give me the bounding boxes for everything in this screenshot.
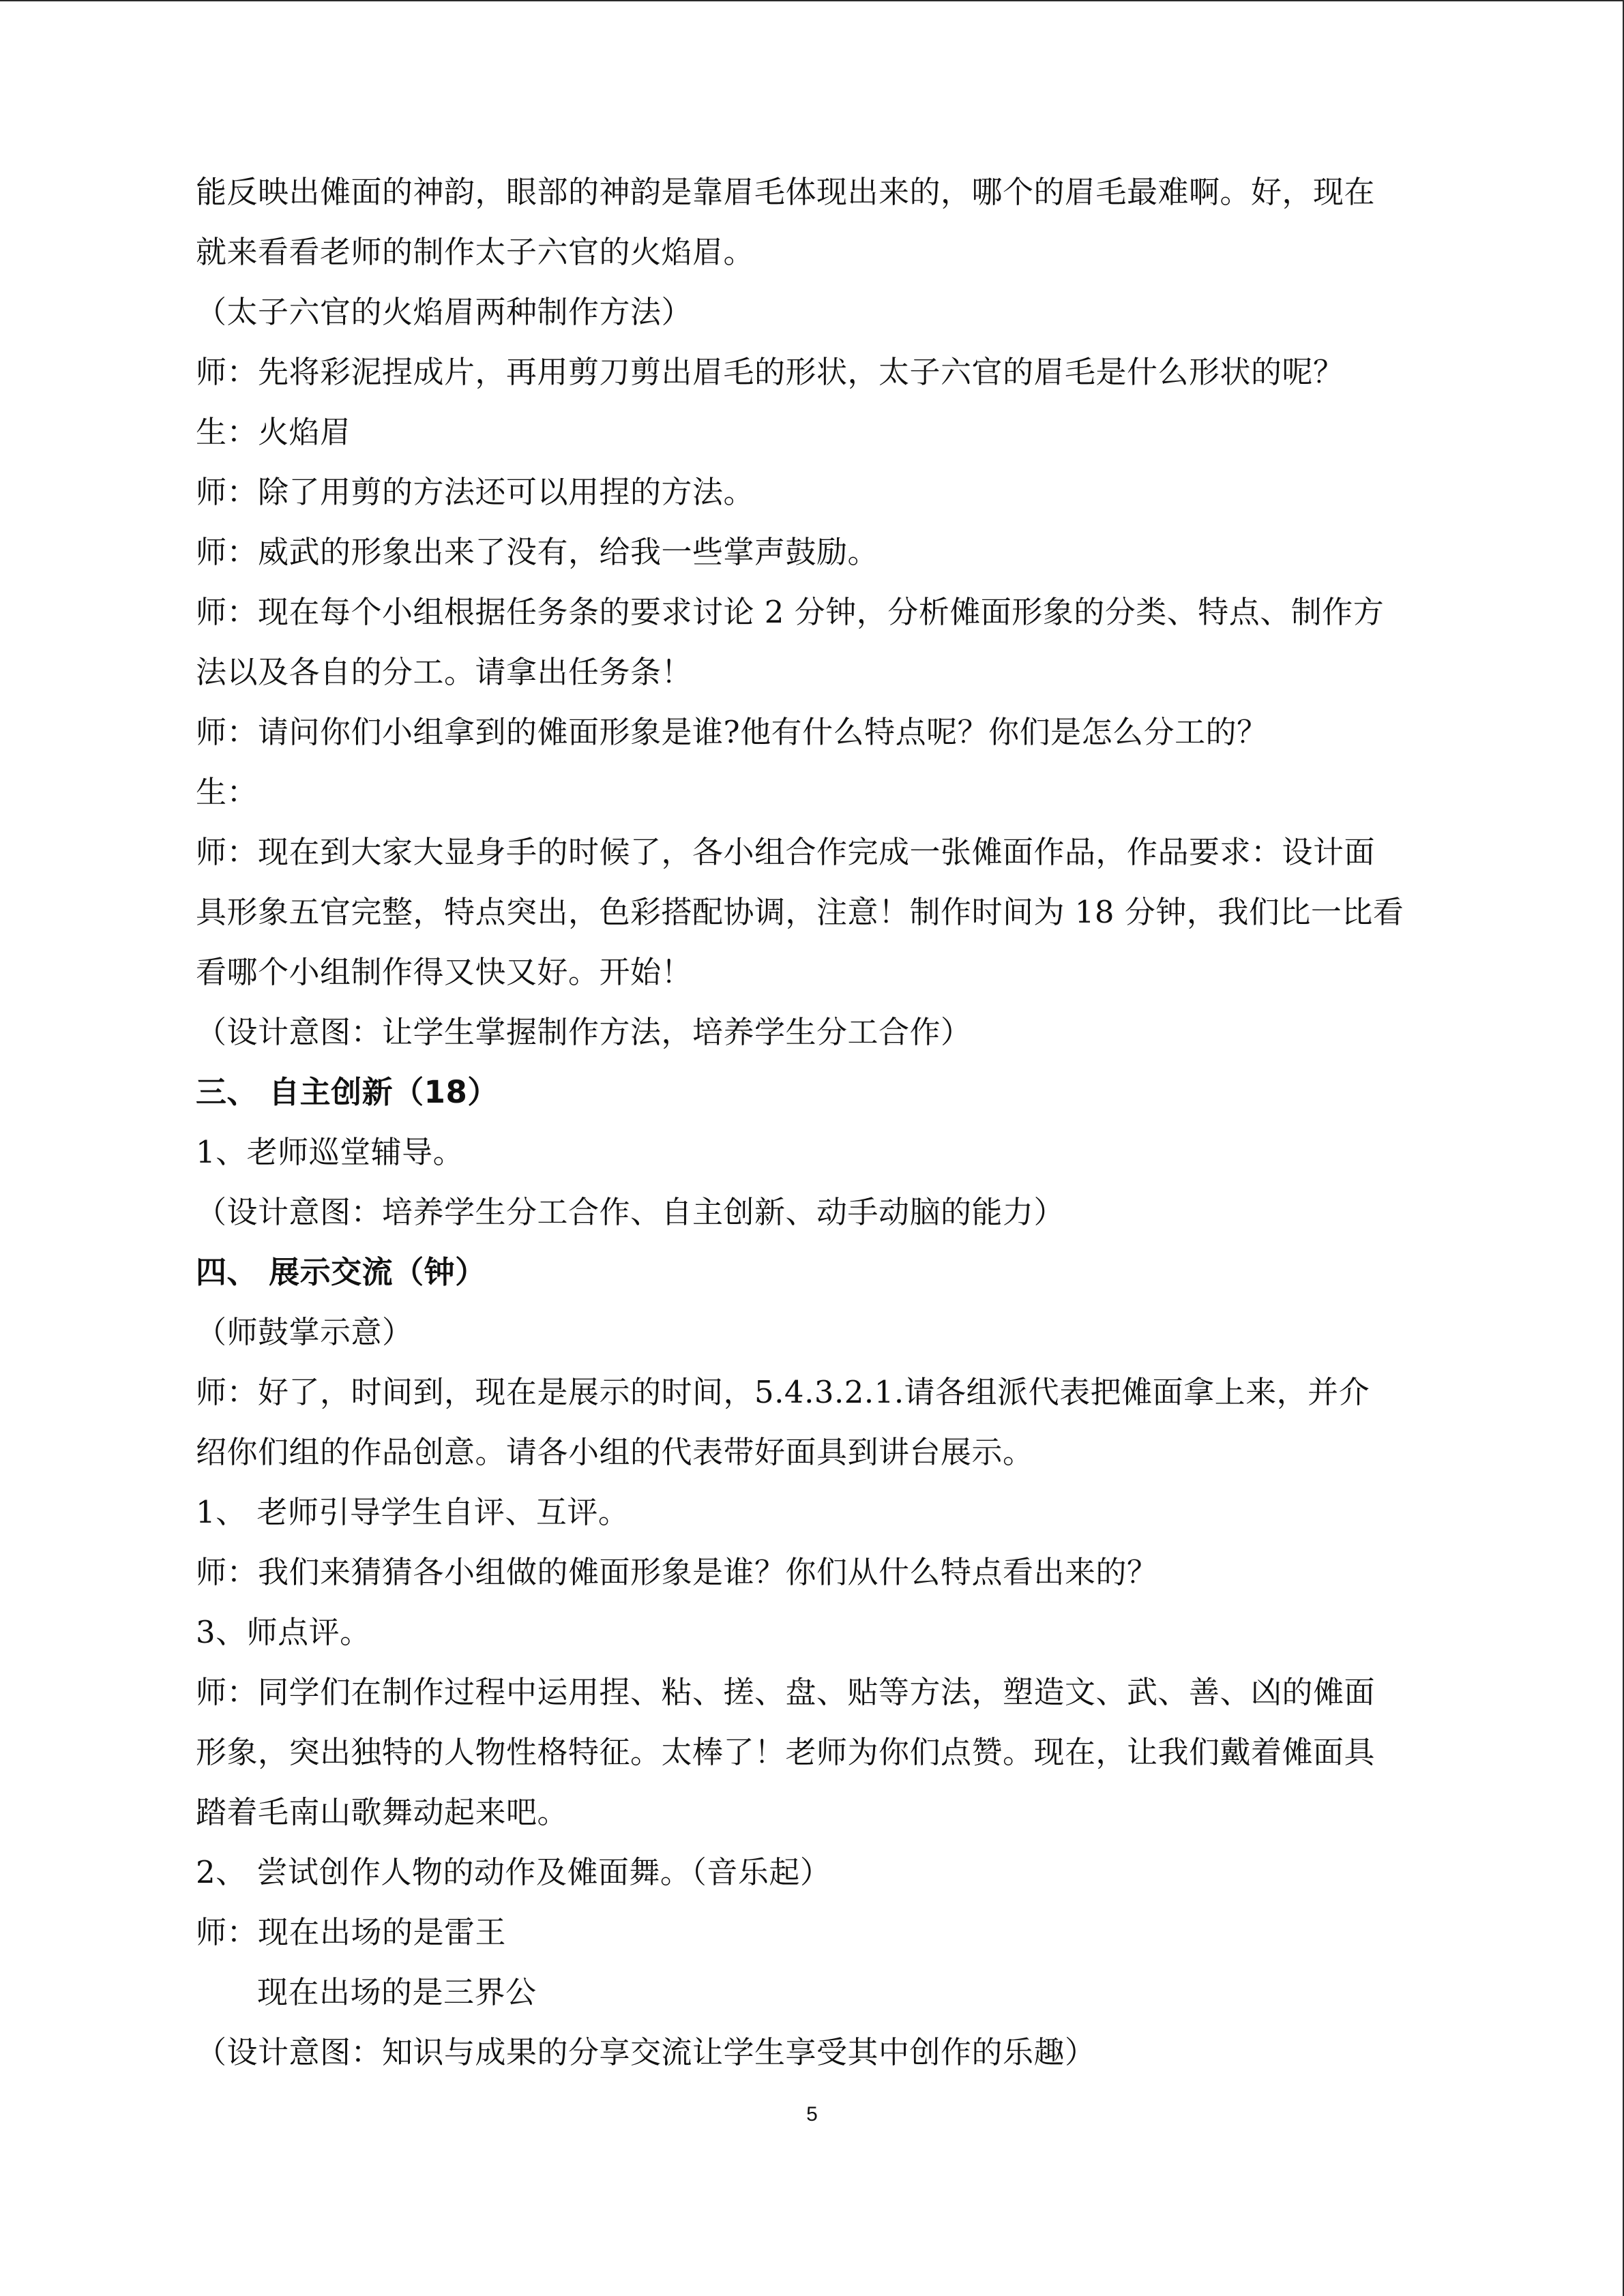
paragraph-line: 1、老师巡堂辅导。 — [196, 1134, 464, 1170]
paragraph-line: 师：现在出场的是雷王 — [196, 1914, 507, 1950]
paragraph-line: 生： — [196, 774, 259, 810]
paragraph-line: 看哪个小组制作得又快又好。开始！ — [196, 954, 693, 990]
paragraph-line: 师：请问你们小组拿到的傩面形象是谁?他有什么特点呢？你们是怎么分工的？ — [196, 714, 1268, 750]
paragraph-line: 形象，突出独特的人物性格特征。太棒了！老师为你们点赞。现在，让我们戴着傩面具 — [196, 1734, 1376, 1770]
paragraph-line: 师：除了用剪的方法还可以用捏的方法。 — [196, 474, 755, 510]
paragraph-line: 师：我们来猜猜各小组做的傩面形象是谁？你们从什么特点看出来的？ — [196, 1554, 1158, 1590]
paragraph-line: 1、 老师引导学生自评、互评。 — [196, 1494, 630, 1530]
page-number: 5 — [806, 2103, 818, 2126]
paragraph-line: 法以及各自的分工。请拿出任务条！ — [196, 654, 693, 690]
paragraph-line: （太子六官的火焰眉两种制作方法） — [196, 294, 693, 330]
paragraph-line: 现在出场的是三界公 — [257, 1974, 537, 2010]
paragraph-line: 绍你们组的作品创意。请各小组的代表带好面具到讲台展示。 — [196, 1434, 1034, 1470]
paragraph-line: 师：好了，时间到，现在是展示的时间，5.4.3.2.1.请各组派代表把傩面拿上来，并介 — [196, 1374, 1370, 1410]
paragraph-line: 师：同学们在制作过程中运用捏、粘、搓、盘、贴等方法，塑造文、武、善、凶的傩面 — [196, 1674, 1376, 1710]
paragraph-line: （设计意图：让学生掌握制作方法，培养学生分工合作） — [196, 1014, 972, 1050]
section-heading: 四、 展示交流（钟） — [196, 1254, 486, 1290]
paragraph-line: 师：威武的形象出来了没有，给我一些掌声鼓励。 — [196, 534, 879, 570]
paragraph-line: 踏着毛南山歌舞动起来吧。 — [196, 1794, 569, 1830]
paragraph-line: （设计意图：培养学生分工合作、自主创新、动手动脑的能力） — [196, 1194, 1065, 1230]
paragraph-line: 能反映出傩面的神韵，眼部的神韵是靠眉毛体现出来的，哪个的眉毛最难啊。好，现在 — [196, 174, 1376, 210]
paragraph-line: 师：现在到大家大显身手的时候了，各小组合作完成一张傩面作品，作品要求：设计面 — [196, 834, 1376, 870]
paragraph-line: 生：火焰眉 — [196, 414, 351, 450]
paragraph-line: 具形象五官完整，特点突出，色彩搭配协调，注意！制作时间为 18 分钟，我们比一比看 — [196, 894, 1404, 930]
paragraph-line: 3、师点评。 — [196, 1614, 371, 1650]
paragraph-line: 师：现在每个小组根据任务条的要求讨论 2 分钟，分析傩面形象的分类、特点、制作方 — [196, 594, 1385, 630]
paragraph-line: （师鼓掌示意） — [196, 1314, 413, 1350]
paragraph-line: 师：先将彩泥捏成片，再用剪刀剪出眉毛的形状，太子六官的眉毛是什么形状的呢？ — [196, 354, 1344, 390]
section-heading: 三、 自主创新（18） — [196, 1074, 499, 1110]
paragraph-line: 就来看看老师的制作太子六官的火焰眉。 — [196, 234, 755, 270]
paragraph-line: （设计意图：知识与成果的分享交流让学生享受其中创作的乐趣） — [196, 2034, 1096, 2070]
paragraph-line: 2、 尝试创作人物的动作及傩面舞。（音乐起） — [196, 1854, 831, 1890]
